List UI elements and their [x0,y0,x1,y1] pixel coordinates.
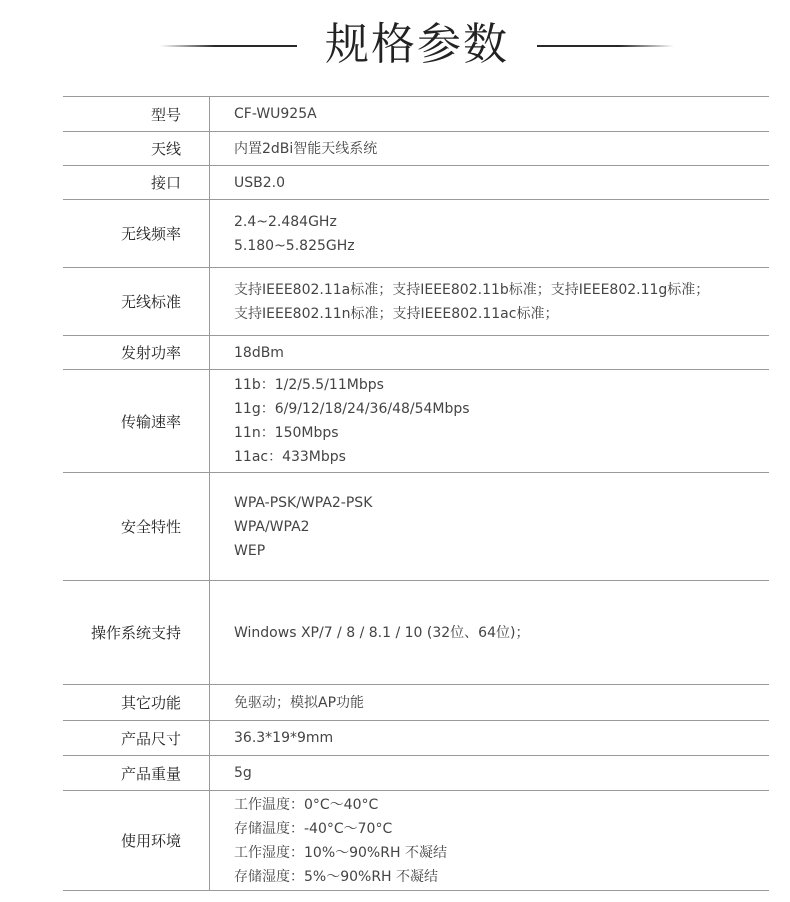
spec-row-security [63,473,769,581]
spec-label: 发射功率 [63,336,210,369]
spec-value-line: 支持IEEE802.11a标准；支持IEEE802.11b标准；支持IEEE802.11g标准； [234,281,710,298]
spec-label: 接口 [63,166,210,199]
spec-row-standard [63,268,769,336]
spec-value-line: 支持IEEE802.11n标准；支持IEEE802.11ac标准； [234,305,559,322]
spec-label: 其它功能 [63,685,210,720]
spec-value-line: 5g [234,765,252,781]
spec-value [210,166,769,199]
spec-value-line: 18dBm [234,344,284,361]
spec-value [210,336,769,369]
spec-row-power [63,336,769,370]
spec-value-line: 5.180~5.825GHz [234,237,355,254]
spec-value-line: 内置2dBi智能天线系统 [234,140,378,157]
spec-value-line: WPA-PSK/WPA2-PSK [234,494,373,511]
spec-value-line: 免驱动；模拟AP功能 [234,694,365,711]
spec-value-line: 存储湿度：5%～90%RH 不凝结 [234,868,439,885]
spec-label: 无线标准 [63,268,210,335]
spec-value-line: 11n：150Mbps [234,425,339,441]
spec-value [210,685,769,720]
spec-value-line: USB2.0 [234,174,286,191]
spec-value-line: WPA/WPA2 [234,518,310,535]
spec-row-model [63,97,769,132]
spec-row-features [63,685,769,721]
spec-value-line: 2.4~2.484GHz [234,213,337,230]
spec-label: 天线 [63,132,210,165]
spec-row-interface [63,166,769,200]
spec-value-line: 11g：6/9/12/18/24/36/48/54Mbps [234,401,470,417]
spec-value [210,581,769,684]
page-title: 规格参数 [325,19,509,70]
spec-row-weight [63,756,769,791]
spec-label: 型号 [63,97,210,131]
spec-value-line: CF-WU925A [234,106,317,122]
spec-table [63,96,769,891]
spec-value [210,200,769,267]
spec-value-line: 存储温度：-40°C～70°C [234,820,393,837]
spec-row-frequency [63,200,769,268]
spec-value [210,473,769,580]
spec-value-line: 工作温度：0°C～40°C [234,796,379,813]
spec-row-size [63,721,769,756]
spec-value [210,756,769,790]
spec-value [210,721,769,755]
section-header [0,0,790,90]
spec-row-speed [63,370,769,473]
spec-row-antenna [63,132,769,166]
spec-label: 使用环境 [63,791,210,890]
spec-label: 传输速率 [63,370,210,472]
spec-row-environment [63,791,769,891]
spec-value [210,268,769,335]
spec-row-os [63,581,769,685]
spec-label: 产品重量 [63,756,210,790]
spec-label: 安全特性 [63,473,210,580]
spec-value-line: 11ac：433Mbps [234,449,346,465]
spec-value-line: Windows XP/7 / 8 / 8.1 / 10 (32位、64位)； [234,624,530,641]
spec-value [210,97,769,131]
spec-value [210,132,769,165]
spec-value-line: WEP [234,542,266,559]
spec-value-line: 11b：1/2/5.5/11Mbps [234,377,384,393]
spec-value-line: 36.3*19*9mm [234,730,334,746]
spec-value-line: 工作湿度：10%～90%RH 不凝结 [234,844,447,861]
spec-value [210,370,769,472]
spec-label: 产品尺寸 [63,721,210,755]
spec-label: 操作系统支持 [63,581,210,684]
title-divider-left [160,45,297,47]
spec-value [210,791,769,890]
spec-label: 无线频率 [63,200,210,267]
title-divider-right [537,45,674,47]
